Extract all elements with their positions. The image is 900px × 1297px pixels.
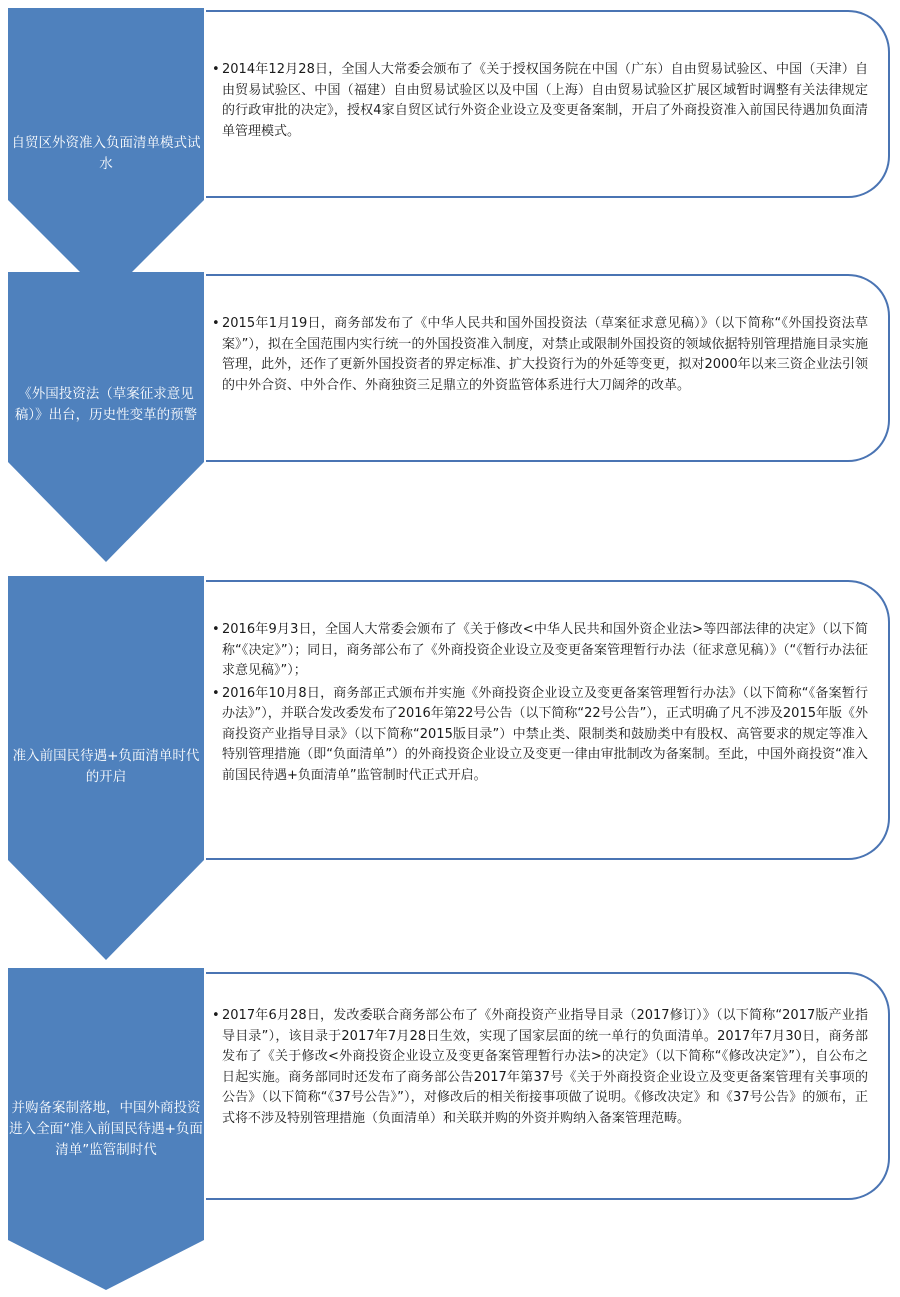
stage-2-box — [206, 274, 890, 462]
stage-1-box — [206, 10, 890, 198]
stage-3-box — [206, 580, 890, 860]
stage-4-box — [206, 972, 890, 1200]
stage-3-title: 准入前国民待遇+负面清单时代的开启 — [12, 748, 200, 785]
stage-1-title: 自贸区外资准入负面清单模式试水 — [11, 135, 201, 172]
stage-4-title: 并购备案制落地，中国外商投资进入全面“准入前国民待遇+负面清单”监管制时代 — [9, 1100, 203, 1158]
stage-2-title: 《外国投资法（草案征求意见稿）》出台，历史性变革的预警 — [14, 386, 198, 423]
stage-2-bullet-1: • 2015年1月19日，商务部发布了《中华人民共和国外国投资法（草案征求意见稿）》（以下简称“《外国投资法草案》”），拟在全国范围内实行统一的外国投资准入制度，对禁止或限制外国投资的领域依据特别管理措施目录实施管理，此外，还作了更新外国投资者的界定标准、扩大投资行为的外延等变更，拟对2000年以来三资企业法引领的中外合资、中外合作、外商独资三足鼎立的外资监管体系进行大刀阔斧的改革。 — [212, 314, 868, 396]
stage-1-bullet-1: • 2014年12月28日，全国人大常委会颁布了《关于授权国务院在中国（广东）自由贸易试验区、中国（天津）自由贸易试验区、中国（福建）自由贸易试验区以及中国（上海）自由贸易试验区扩展区域暂时调整有关法律规定的行政审批的决定》，授权4家自贸区试行外资企业设立及变更备案制，开启了外商投资准入前国民待遇加负面清单管理模式。 — [212, 60, 868, 142]
stage-4-bullet-1: • 2017年6月28日，发改委联合商务部公布了《外商投资产业指导目录（2017修订）》（以下简称“2017版产业指导目录”），该目录于2017年7月28日生效，实现了国家层面的统一单行的负面清单。2017年7月30日，商务部发布了《关于修改<外商投资企业设立及变更备案管理暂行办法>的决定》（以下简称“《修改决定》”），自公布之日起实施。商务部同时还发布了商务部公告2017年第37号《关于外商投资企业设立及变更备案管理有关事项的公告》（以下简称“《37号公告》”），对修改后的相关衔接事项做了说明。《修改决定》和《37号公告》的颁布，正式将不涉及特别管理措施（负面清单）和关联并购的外资并购纳入备案管理范畴。 — [212, 1006, 868, 1129]
stage-3-bullet-2: • 2016年10月8日，商务部正式颁布并实施《外商投资企业设立及变更备案管理暂行办法》（以下简称“《备案暂行办法》”），并联合发改委发布了2016年第22号公告（以下简称“22号公告”），正式明确了凡不涉及2015年版《外商投资产业指导目录》（以下简称“2015版目录”）中禁止类、限制类和鼓励类中有股权、高管要求的规定等准入特别管理措施（即“负面清单”）的外商投资企业设立及变更一律由审批制改为备案制。至此，中国外商投资“准入前国民待遇+负面清单”监管制时代正式开启。 — [212, 684, 868, 787]
stage-3-bullet-1: • 2016年9月3日，全国人大常委会颁布了《关于修改<中华人民共和国外资企业法>等四部法律的决定》（以下简称“《决定》”）；同日，商务部公布了《外商投资企业设立及变更备案管理暂行办法（征求意见稿）》（“《暂行办法征求意见稿》”）； — [212, 620, 868, 682]
